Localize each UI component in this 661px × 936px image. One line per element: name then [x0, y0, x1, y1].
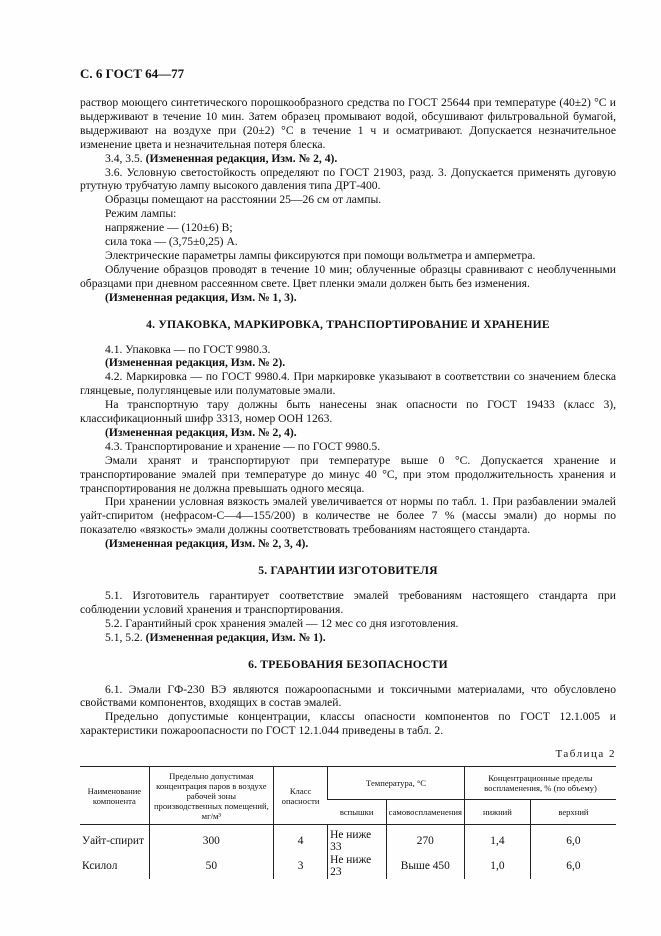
header-lower: нижний — [464, 800, 530, 825]
page-header: С. 6 ГОСТ 64—77 — [80, 66, 185, 81]
cell-class: 4 — [273, 825, 327, 855]
section-title-5: 5. ГАРАНТИИ ИЗГОТОВИТЕЛЯ — [258, 564, 438, 578]
header-upper: верхний — [530, 800, 616, 825]
table-row — [80, 854, 616, 879]
paragraph-6-1: 6.1. Эмали ГФ-230 ВЭ являются пожароопасными и токсичными материалами, что обусловлено свойствами компонентов, входящих в состав эмалей. — [80, 682, 616, 710]
header-temperature: Температура, °С — [328, 767, 465, 800]
paragraph-4-1: 4.1. Упаковка — по ГОСТ 9980.3. — [105, 342, 271, 356]
paragraph-hazard-sign: На транспортную тару должны быть нанесены знак опасности по ГОСТ 19433 (класс 3), классификационный шифр 3313, номер ООН 1263. — [80, 398, 616, 426]
paragraph-electric: Электрические параметры лампы фиксируются при помощи вольтметра и амперметра. — [105, 248, 536, 262]
safety-table — [80, 766, 616, 879]
lamp-voltage: напряжение — (120±6) В; — [105, 221, 233, 235]
cell-pdk: 50 — [149, 854, 273, 879]
table-header-row — [80, 767, 616, 800]
amendment-note: (Измененная редакция, Изм. № 1, 3). — [105, 290, 297, 304]
paragraph-distance: Образцы помещают на расстоянии 25—26 см от лампы. — [105, 193, 382, 207]
lamp-mode-label: Режим лампы: — [105, 207, 177, 221]
amendment-note — [80, 152, 616, 166]
paragraph-concentrations: Предельно допустимые концентрации, классы опасности компонентов по ГОСТ 12.1.005 и характеристики пожароопасности по ГОСТ 12.1.044 приведены в табл. 2. — [80, 710, 616, 738]
amendment-text: (Измененная редакция, Изм. № 1). — [145, 630, 326, 644]
cell-upper: 6,0 — [530, 854, 616, 879]
paragraph-viscosity: При хранении условная вязкость эмалей увеличивается от нормы по табл. 1. При разбавлении эмалей уайт-спиритом (нефрасом-С—4—155/200) в количестве не более 7 % (массы эмали) до нормы по показателю «вязкость» эмали должны соответствовать требованиям настоящего стандарта. — [80, 495, 616, 537]
paragraph-storage: Эмали хранят и транспортируют при температуре выше 0 °С. Допускается хранение и транспортирование эмалей при температуре до минус 40 °С, при этом продолжительность хранения и транспортирования не должна превышать одного месяца. — [80, 453, 616, 495]
cell-flash: Не ниже 23 — [328, 854, 387, 879]
clause-ref: 3.4, 3.5. — [105, 151, 143, 165]
section-title-6: 6. ТРЕБОВАНИЯ БЕЗОПАСНОСТИ — [248, 657, 448, 671]
header-limits: Концентрационные пределы воспламенения, % (по объему) — [464, 767, 616, 800]
cell-autoignition: Выше 450 — [386, 854, 464, 879]
clause-ref: 5.1, 5.2. — [105, 630, 143, 644]
amendment-note: (Измененная редакция, Изм. № 2, 4). — [105, 425, 297, 439]
paragraph-5-1: 5.1. Изготовитель гарантирует соответствие эмалей требованиям настоящего стандарта при соблюдении условий хранения и транспортирования. — [80, 589, 616, 616]
header-component: Наименование компонента — [80, 767, 149, 825]
page-body — [80, 96, 616, 879]
cell-pdk: 300 — [149, 825, 273, 855]
cell-flash: Не ниже 33 — [328, 825, 387, 855]
header-autoignition: самовоспламенения — [386, 800, 464, 825]
cell-autoignition: 270 — [386, 825, 464, 855]
paragraph-5-2: 5.2. Гарантийный срок хранения эмалей — 12 мес со дня изготовления. — [105, 616, 459, 630]
paragraph-continued: раствор моющего синтетического порошкообразного средства по ГОСТ 25644 при температуре (40±2) °С и выдерживают в течение 10 мин. Затем образец промывают водой, обсушивают фильтровальной бумагой, выдерживают на воздухе при (20±2) °С в течение 1 ч и осматривают. Допускается незначительное изменение цвета и незначительная потеря блеска. — [80, 96, 616, 151]
cell-class: 3 — [273, 854, 327, 879]
paragraph-4-2: 4.2. Маркировка — по ГОСТ 9980.4. При маркировке указывают в соответствии со значением блеска глянцевые, полуглянцевые или полуматовые эмали. — [80, 370, 616, 398]
paragraph-4-3: 4.3. Транспортирование и хранение — по ГОСТ 9980.5. — [105, 439, 381, 453]
amendment-note — [80, 631, 616, 645]
cell-name: Ксилол — [82, 859, 118, 872]
header-flash: вспышки — [328, 800, 387, 825]
cell-upper: 6,0 — [530, 825, 616, 855]
paragraph-irradiation: Облучение образцов проводят в течение 10 мин; облученные образцы сравнивают с необлученными образцами при дневном рассеянном свете. Цвет пленки эмали должен быть без изменения. — [80, 262, 616, 290]
section-title-4: 4. УПАКОВКА, МАРКИРОВКА, ТРАНСПОРТИРОВАНИЕ И ХРАНЕНИЕ — [146, 317, 550, 331]
table-row — [80, 825, 616, 855]
amendment-note: (Измененная редакция, Изм. № 2, 3, 4). — [105, 537, 309, 551]
cell-lower: 1,4 — [464, 825, 530, 855]
amendment-text: (Измененная редакция, Изм. № 2, 4). — [145, 151, 338, 165]
cell-lower: 1,0 — [464, 854, 530, 879]
amendment-note: (Измененная редакция, Изм. № 2). — [105, 356, 286, 370]
header-pdk: Предельно допустимая концентрация паров в воздухе рабочей зоны производственных помещений, мг/м³ — [149, 767, 273, 825]
cell-name: Уайт-спирит — [82, 834, 145, 847]
header-hazard-class: Класс опасности — [273, 767, 327, 825]
table-caption: Таблица 2 — [555, 748, 616, 761]
lamp-current: сила тока — (3,75±0,25) А. — [105, 235, 238, 249]
paragraph-3-6: 3.6. Условную светостойкость определяют по ГОСТ 21903, разд. 3. Допускается применять дуговую ртутную трубчатую лампу высокого давления типа ДРТ-400. — [80, 165, 616, 193]
